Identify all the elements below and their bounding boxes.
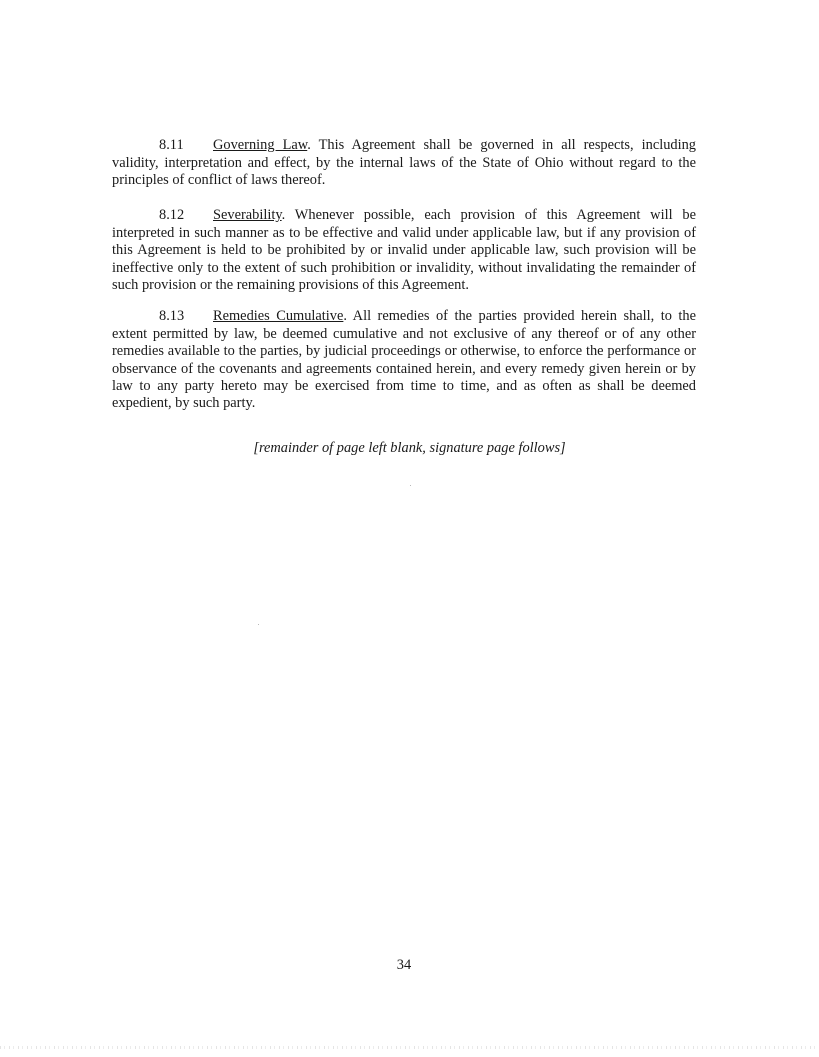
scan-edge-noise	[0, 1046, 819, 1049]
remainder-blank-note	[0, 440, 819, 457]
section-governing-law	[112, 137, 696, 189]
section-text: . Whenever possible, each provision of this Agreement will be interpreted in such manner as to be effective and valid under applicable law, but if any provision of this Agreement is held to be prohibited by or invalid under applicable law, such provision will be ineffective only to the extent of such prohibition or invalidity, without invalidating the remainder of such provision or the remaining provisions of this Agreement.	[112, 207, 696, 294]
section-number: 8.11	[159, 137, 184, 154]
section-remedies-cumulative	[112, 308, 696, 412]
scan-speck	[410, 485, 411, 486]
scan-speck	[258, 624, 259, 625]
section-severability	[112, 207, 696, 294]
section-number: 8.12	[159, 207, 185, 224]
section-heading: Governing Law	[213, 137, 308, 154]
section-number: 8.13	[159, 308, 185, 325]
note-text: [remainder of page left blank, signature page follows]	[253, 440, 566, 456]
section-text: . This Agreement shall be governed in all respects, including validity, interpretation and effect, by the internal laws of the State of Ohio without regard to the principles of conflict of laws thereof.	[112, 137, 697, 189]
section-heading: Remedies Cumulative	[213, 308, 344, 325]
page-number: 34	[396, 957, 412, 973]
section-heading: Severability	[213, 207, 282, 224]
section-text: . All remedies of the parties provided herein shall, to the extent permitted by law, be deemed cumulative and not exclusive of any thereof or of any other remedies available to the parties, by judicial proceedings or otherwise, to enforce the performance or observance of the covenants and agreements contained herein, and every remedy given herein or by law to any party hereto may be exercised from time to time, and as often as shall be deemed expedient, by such party.	[112, 308, 696, 412]
